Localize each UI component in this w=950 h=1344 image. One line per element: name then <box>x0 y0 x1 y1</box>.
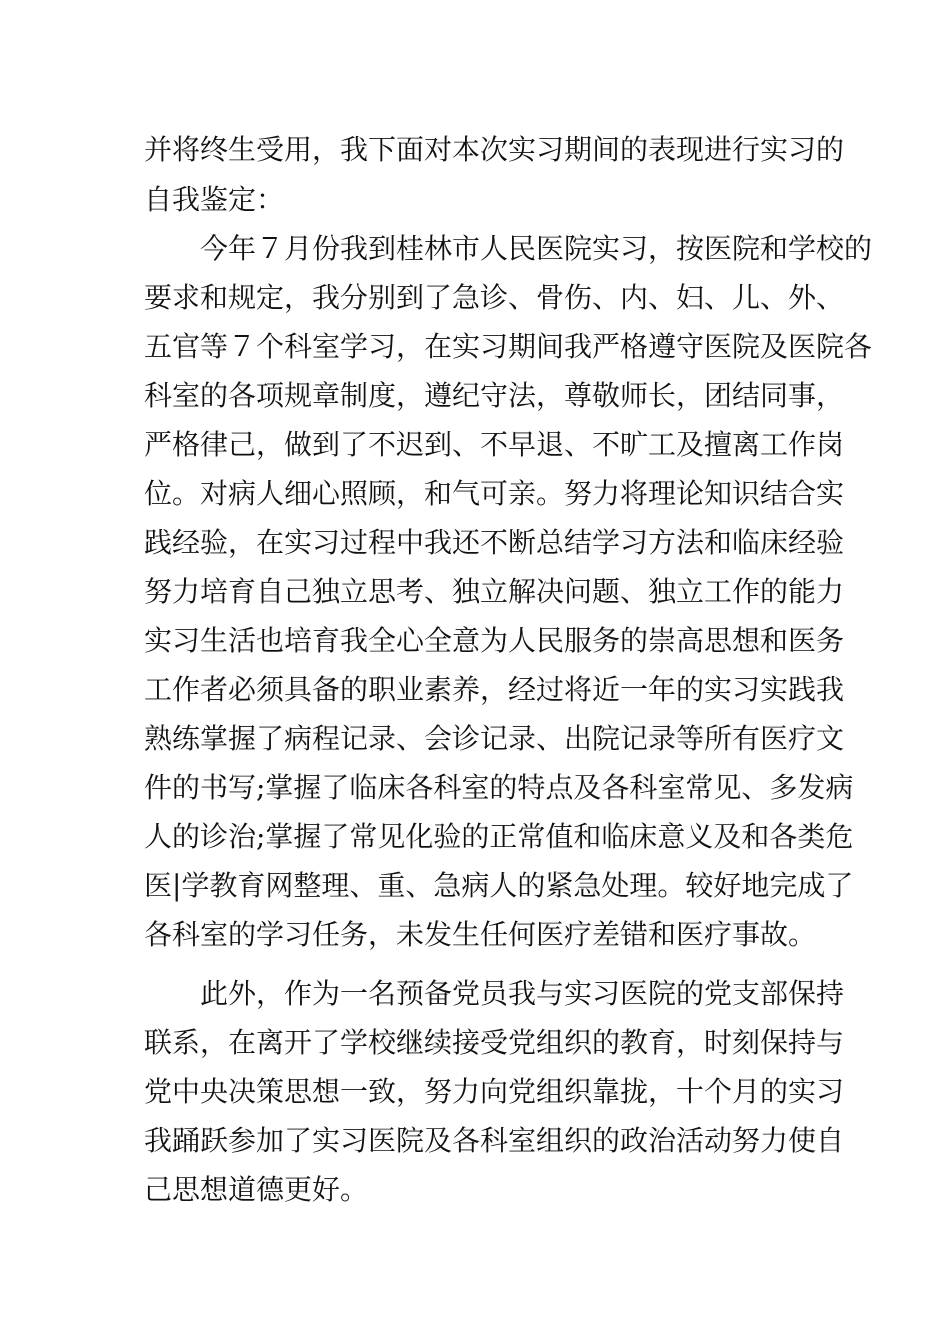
text-line: 并将终生受用，我下面对本次实习期间的表现进行实习的 <box>144 133 845 166</box>
text-line: 党中央决策思想一致，努力向党组织靠拢，十个月的实习 <box>144 1075 845 1108</box>
text-line: 实习生活也培育我全心全意为人民服务的崇高思想和医务 <box>144 624 845 657</box>
text-line: 人的诊治;掌握了常见化验的正常值和临床意义及和各类危 <box>144 820 854 853</box>
text-line: 联系，在离开了学校继续接受党组织的教育，时刻保持与 <box>144 1026 845 1059</box>
text-line: 各科室的学习任务，未发生任何医疗差错和医疗事故。 <box>144 918 817 951</box>
text-line: 科室的各项规章制度，遵纪守法，尊敬师长，团结同事， <box>144 379 845 412</box>
paragraph-first-line: 今年７月份我到桂林市人民医院实习，按医院和学校的 <box>200 232 873 265</box>
text-line: 要求和规定，我分别到了急诊、骨伤、内、妇、儿、外、 <box>144 281 845 314</box>
text-line: 五官等７个科室学习，在实习期间我严格遵守医院及医院各 <box>144 330 873 363</box>
text-line: 自我鉴定： <box>144 183 285 216</box>
text-line: 熟练掌握了病程记录、会诊记录、出院记录等所有医疗文 <box>144 722 845 755</box>
text-line: 医|学教育网整理、重、急病人的紧急处理。较好地完成了 <box>144 869 854 902</box>
text-line: 严格律己，做到了不迟到、不早退、不旷工及擅离工作岗 <box>144 428 845 461</box>
text-line: 己思想道德更好。 <box>144 1173 369 1206</box>
text-line: 件的书写;掌握了临床各科室的特点及各科室常见、多发病 <box>144 771 854 804</box>
text-line: 践经验，在实习过程中我还不断总结学习方法和临床经验 <box>144 526 845 559</box>
text-line: 工作者必须具备的职业素养，经过将近一年的实习实践我 <box>144 673 845 706</box>
text-line: 我踊跃参加了实习医院及各科室组织的政治活动努力使自 <box>144 1124 845 1157</box>
text-line: 努力培育自己独立思考、独立解决问题、独立工作的能力 <box>144 575 845 608</box>
paragraph-first-line: 此外，作为一名预备党员我与实习医院的党支部保持 <box>200 977 845 1010</box>
text-line: 位。对病人细心照顾，和气可亲。努力将理论知识结合实 <box>144 477 845 510</box>
